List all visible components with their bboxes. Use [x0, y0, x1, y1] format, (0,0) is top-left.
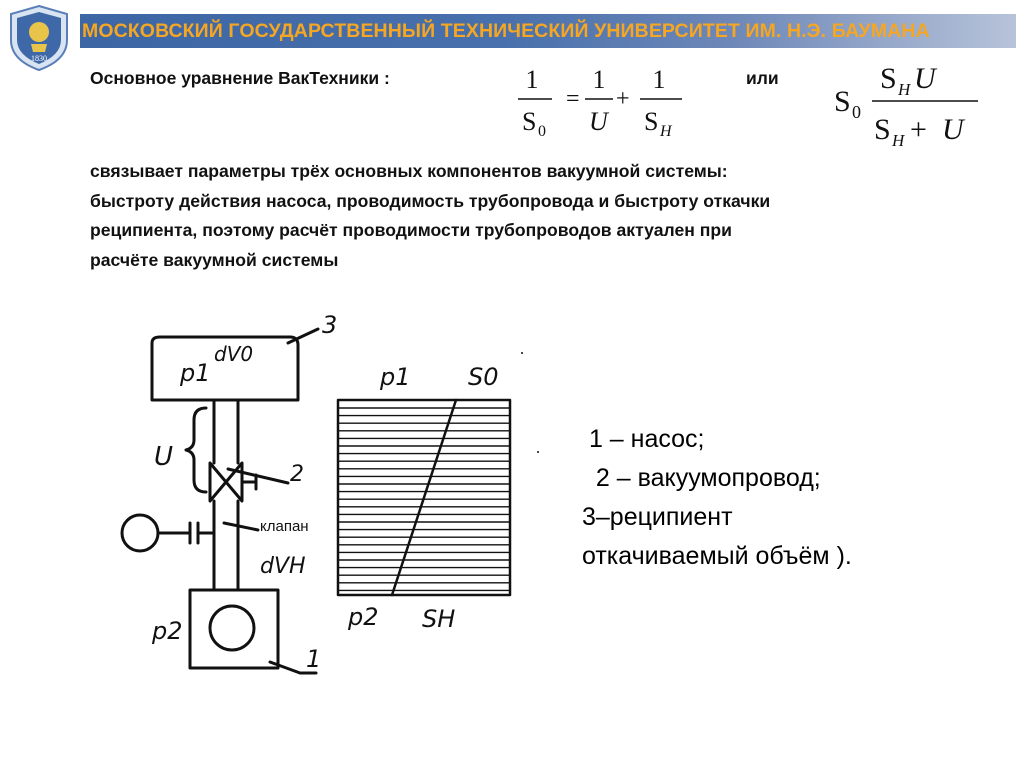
- vacuum-system-diagram: [110, 305, 550, 705]
- pump-box: [190, 590, 278, 668]
- or-word: или: [746, 68, 779, 88]
- eq1-num-3: 1: [652, 65, 666, 94]
- eq2-num-U: U: [914, 62, 936, 95]
- eq1-num-2: 1: [592, 65, 606, 94]
- legend: [582, 420, 852, 576]
- university-crest-logo: [4, 4, 74, 72]
- pump-rotor: [210, 606, 254, 650]
- side-branch: [158, 523, 214, 543]
- eq1-den-subH: H: [660, 123, 672, 140]
- eq1-den-S2: S: [644, 107, 659, 136]
- label-p1: p1: [180, 359, 211, 387]
- logo-year: 1830: [31, 54, 47, 63]
- description-paragraph: [90, 157, 990, 275]
- legend-line: 3–реципиент: [582, 503, 733, 531]
- eq2-den-S: S: [874, 113, 891, 146]
- eq1-den-S: S: [522, 107, 537, 136]
- eq2-num-S: S: [880, 62, 897, 95]
- equation-reciprocal: [510, 62, 700, 146]
- label-U: U: [154, 442, 174, 472]
- graph-label-p1: p1: [380, 363, 411, 391]
- eq1-plus: +: [616, 86, 630, 112]
- label-dV0: dV0: [214, 342, 254, 366]
- graph-hatching: [339, 408, 509, 590]
- paragraph-line: связывает параметры трёх основных компонентов вакуумной системы:: [90, 161, 728, 181]
- eq2-S: S: [834, 85, 851, 118]
- label-1: 1: [306, 645, 322, 673]
- label-3: 3: [322, 311, 338, 339]
- valve-symbol: [210, 463, 242, 501]
- leader-2: [228, 469, 288, 483]
- gauge-circle: [122, 515, 158, 551]
- paragraph-line: быстроту действия насоса, проводимость трубопровода и быстроту откачки: [90, 190, 771, 211]
- eq1-num-1: 1: [525, 65, 539, 94]
- legend-line: 2 – вакуумопровод;: [582, 464, 821, 492]
- legend-line: откачиваемый объём ).: [582, 542, 852, 570]
- eq1-den-sub0: 0: [538, 123, 546, 140]
- eq2-den-U: U: [942, 113, 964, 146]
- eq2-den-subH: H: [892, 131, 905, 148]
- graph-label-SH: SH: [422, 605, 456, 633]
- brace-U: [186, 408, 206, 492]
- eq2-num-subH: H: [898, 80, 911, 99]
- equation-product: [828, 56, 988, 148]
- eq2-den-plus: +: [910, 113, 927, 146]
- label-dVH: dVH: [260, 554, 306, 579]
- paragraph-line: реципиента, поэтому расчёт проводимости трубопроводов актуален при: [90, 220, 732, 240]
- eq1-den-U: U: [589, 107, 608, 136]
- paragraph-line: расчёте вакуумной системы: [90, 249, 339, 270]
- equation-label: Основное уравнение ВакТехники :: [90, 68, 390, 88]
- page-header-title: МОСКОВСКИЙ ГОСУДАРСТВЕННЫЙ ТЕХНИЧЕСКИЙ УНИВЕРСИТЕТ ИМ. Н.Э. БАУМАНА: [82, 20, 930, 42]
- eq2-sub0: 0: [852, 102, 861, 122]
- graph-label-p2: p2: [348, 603, 379, 631]
- eq1-equals: =: [566, 86, 580, 112]
- graph-label-S0: S0: [468, 363, 499, 391]
- label-klapan: клапан: [260, 518, 309, 535]
- graph-diagonal: [392, 400, 456, 595]
- label-p2: p2: [152, 617, 183, 645]
- legend-line: 1 – насос;: [582, 425, 705, 453]
- label-2: 2: [290, 462, 304, 487]
